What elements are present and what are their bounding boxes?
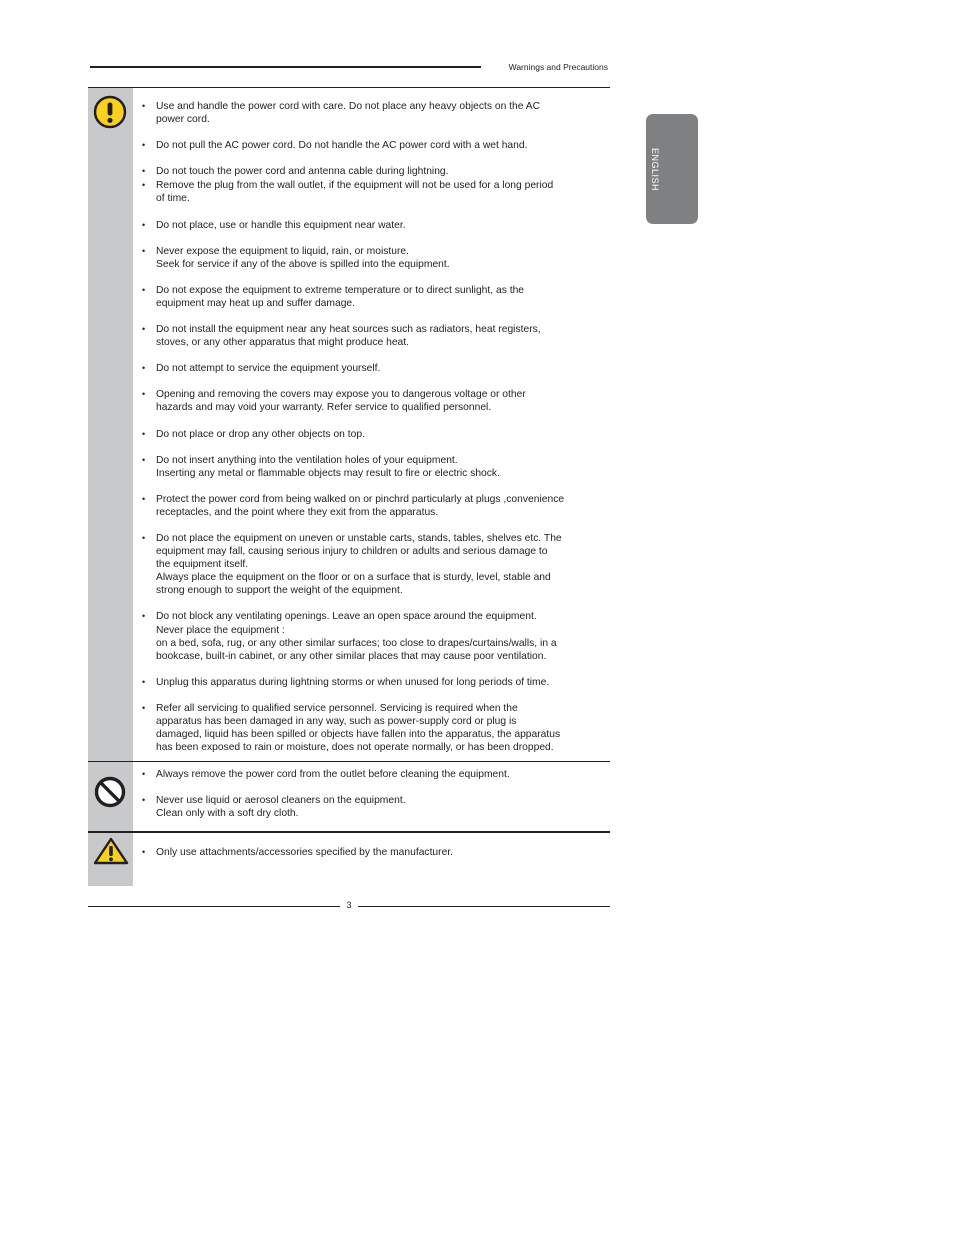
item-text-line: • Do not place or drop any other objects on top. (156, 428, 365, 440)
warnings-item (142, 610, 596, 662)
item-text-line: power cord. (156, 114, 210, 126)
item-text-line: of time. (156, 193, 190, 205)
item-text-line: Seek for service if any of the above is spilled into the equipment. (156, 258, 450, 270)
item-text-line: bookcase, built-in cabinet, or any other similar places that may cause poor ventilation. (156, 650, 547, 662)
warning-triangle-icon (93, 837, 129, 865)
cautions-icon-column (88, 833, 133, 886)
cautions-section (88, 831, 610, 886)
item-text-line: Always place the equipment on the floor or on a surface that is sturdy, level, stable and (156, 572, 551, 584)
item-text-line: strong enough to support the weight of the equipment. (156, 585, 403, 597)
page-number: 3 (346, 900, 352, 910)
item-text-line: • Do not pull the AC power cord. Do not handle the AC power cord with a wet hand. (156, 140, 528, 152)
item-text-line: • Always remove the power cord from the outlet before cleaning the equipment. (156, 769, 510, 780)
item-text-line: • Protect the power cord from being walked on or pinchrd particularly at plugs ,convenience (156, 493, 565, 505)
prohibition-icon (93, 775, 127, 809)
warnings-item (142, 100, 596, 126)
item-text-line: • Do not place, use or handle this equipment near water. (156, 219, 406, 231)
warnings-section (88, 88, 610, 761)
prohibitions-icon-column (88, 762, 133, 832)
prohibitions-item (142, 768, 596, 781)
item-text-line: • Do not block any ventilating openings. Leave an open space around the equipment. (156, 611, 537, 623)
item-text-line: • Do not insert anything into the ventilation holes of your equipment. (156, 454, 458, 466)
item-text-line: • Refer all servicing to qualified service personnel. Servicing is required when the (156, 702, 518, 714)
warnings-item (142, 676, 596, 689)
item-text-line: • Do not touch the power cord and antenna cable during lightning. (156, 166, 449, 178)
item-text-line: has been exposed to rain or moisture, does not operate normally, or has been dropped. (156, 742, 554, 754)
footer-rule-left (88, 906, 340, 907)
warnings-list (142, 100, 596, 767)
footer-rule-right (358, 906, 610, 907)
item-text-line: damaged, liquid has been spilled or objects have fallen into the apparatus, the apparatus (156, 729, 561, 741)
warnings-item (142, 428, 596, 441)
warnings-item (142, 493, 596, 519)
item-text-line: • Do not expose the equipment to extreme temperature or to direct sunlight, as the (156, 284, 525, 296)
item-text-line: the equipment itself. (156, 559, 249, 571)
item-text-line: Inserting any metal or flammable objects may result to fire or electric shock. (156, 467, 500, 479)
warnings-icon-column (88, 88, 133, 761)
warnings-item (142, 388, 596, 414)
item-text-line: Never place the equipment : (156, 624, 285, 636)
warnings-item (142, 219, 596, 232)
item-text-line: • Do not place the equipment on uneven or unstable carts, stands, tables, shelves etc. The (156, 532, 562, 544)
item-text-line: hazards and may void your warranty. Refer service to qualified personnel. (156, 402, 492, 414)
cautions-list (142, 846, 596, 872)
warnings-item (142, 139, 596, 152)
prohibitions-list (142, 768, 596, 833)
item-text-line: on a bed, sofa, rug, or any other similar surfaces; too close to drapes/curtains/walls, in a (156, 637, 557, 649)
item-text-line: Clean only with a soft dry cloth. (156, 808, 299, 820)
warnings-item (142, 323, 596, 349)
language-tab-label: ENGLISH (650, 148, 660, 192)
item-text-line: • Never expose the equipment to liquid, rain, or moisture. (156, 245, 409, 257)
warnings-item (142, 362, 596, 375)
prohibitions-section (88, 761, 610, 832)
page-header-title: Warnings and Precautions (508, 62, 608, 72)
prohibitions-item (142, 794, 596, 820)
item-text-line: • Opening and removing the covers may expose you to dangerous voltage or other (156, 389, 526, 401)
warnings-item (142, 284, 596, 310)
item-text-line: • Use and handle the power cord with care. Do not place any heavy objects on the AC (156, 101, 541, 112)
item-text-line: • Unplug this apparatus during lightning storms or when unused for long periods of time. (156, 676, 550, 688)
warnings-item (142, 179, 596, 205)
item-text-line: • Remove the plug from the wall outlet, if the equipment will not be used for a long period (156, 180, 554, 192)
header-rule (90, 66, 481, 68)
cautions-item (142, 846, 596, 859)
item-text-line: • Do not attempt to service the equipment yourself. (156, 363, 381, 375)
item-text-line: equipment may fall, causing serious injury to children or adults and serious damage to (156, 546, 548, 558)
warnings-item (142, 702, 596, 754)
language-tab (646, 114, 698, 224)
warnings-item (142, 245, 596, 271)
warnings-item (142, 454, 596, 480)
item-text-line: • Do not install the equipment near any heat sources such as radiators, heat registers, (156, 324, 541, 336)
warnings-item (142, 165, 596, 178)
item-text-line: receptacles, and the point where they exit from the apparatus. (156, 506, 439, 518)
item-text-line: stoves, or any other apparatus that might produce heat. (156, 337, 409, 349)
exclamation-circle-icon (93, 95, 127, 129)
item-text-line: • Never use liquid or aerosol cleaners on the equipment. (156, 795, 406, 807)
item-text-line: apparatus has been damaged in any way, such as power-supply cord or plug is (156, 716, 517, 727)
item-text-line: equipment may heat up and suffer damage. (156, 297, 356, 309)
warnings-item (142, 532, 596, 597)
item-text-line: • Only use attachments/accessories specified by the manufacturer. (156, 847, 454, 858)
